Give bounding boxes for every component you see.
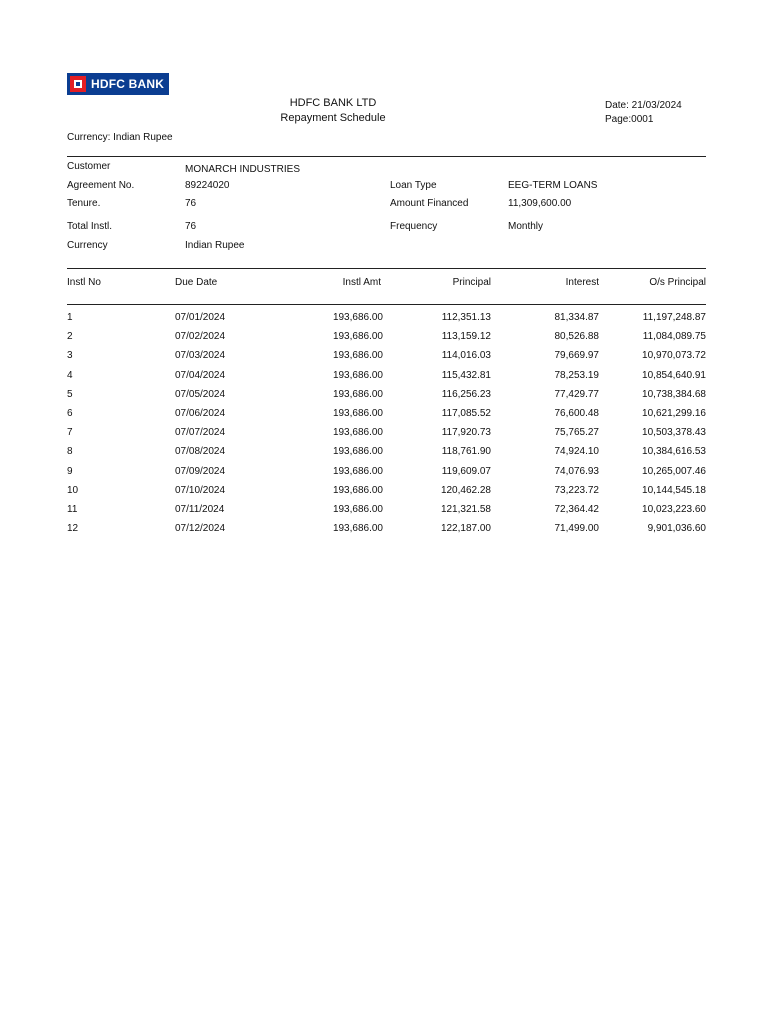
total-instl-value: 76 bbox=[185, 221, 197, 232]
interest-cell: 71,499.00 bbox=[554, 523, 599, 535]
table-row bbox=[67, 446, 707, 465]
interest-cell: 76,600.48 bbox=[554, 408, 599, 419]
principal-cell: 113,159.12 bbox=[441, 331, 491, 343]
os-principal-cell: 9,901,036.60 bbox=[647, 523, 706, 535]
interest-cell: 78,253.19 bbox=[554, 369, 599, 381]
os-principal-cell: 10,265,007.46 bbox=[642, 465, 706, 477]
instl-no-cell: 12 bbox=[67, 523, 79, 535]
interest-cell: 72,364.42 bbox=[554, 504, 599, 515]
col-principal: Principal bbox=[452, 277, 491, 288]
instl-no-cell: 4 bbox=[67, 369, 73, 381]
instl-amt-cell: 193,686.00 bbox=[332, 465, 383, 477]
instl-no-cell: 9 bbox=[67, 465, 73, 477]
table-row bbox=[67, 466, 707, 485]
os-principal-cell: 10,854,640.91 bbox=[642, 369, 706, 381]
tenure-value: 76 bbox=[185, 198, 197, 209]
table-row bbox=[67, 350, 707, 369]
table-row bbox=[67, 389, 707, 408]
instl-amt-cell: 193,686.00 bbox=[332, 331, 383, 343]
instl-no-cell: 1 bbox=[67, 312, 73, 323]
currency-header: Currency: Indian Rupee bbox=[67, 132, 173, 143]
interest-cell: 77,429.77 bbox=[554, 388, 599, 400]
os-principal-cell: 11,197,248.87 bbox=[642, 312, 706, 323]
os-principal-cell: 10,384,616.53 bbox=[642, 446, 706, 458]
instl-no-cell: 8 bbox=[67, 446, 73, 458]
table-row bbox=[67, 312, 707, 331]
os-principal-cell: 10,738,384.68 bbox=[642, 388, 706, 400]
principal-cell: 119,609.07 bbox=[441, 465, 491, 477]
instl-amt-cell: 193,686.00 bbox=[332, 427, 383, 439]
interest-cell: 74,924.10 bbox=[554, 446, 599, 458]
currency-label: Currency bbox=[67, 240, 108, 251]
currency-value: Indian Rupee bbox=[185, 240, 245, 251]
total-instl-label: Total Instl. bbox=[67, 221, 113, 232]
instl-no-cell: 11 bbox=[67, 504, 78, 515]
col-instl-amt: Instl Amt bbox=[342, 277, 381, 288]
instl-amt-cell: 193,686.00 bbox=[332, 388, 383, 400]
os-principal-cell: 10,621,299.16 bbox=[642, 408, 706, 419]
table-row bbox=[67, 408, 707, 427]
due-date-cell: 07/10/2024 bbox=[175, 484, 226, 496]
os-principal-cell: 10,970,073.72 bbox=[642, 350, 706, 362]
instl-amt-cell: 193,686.00 bbox=[332, 408, 383, 419]
instl-no-cell: 6 bbox=[67, 408, 73, 419]
instl-amt-cell: 193,686.00 bbox=[332, 350, 383, 362]
tenure-label: Tenure. bbox=[67, 198, 101, 209]
instl-amt-cell: 193,686.00 bbox=[332, 446, 383, 458]
principal-cell: 117,085.52 bbox=[441, 408, 491, 419]
instl-amt-cell: 193,686.00 bbox=[332, 523, 383, 535]
principal-cell: 112,351.13 bbox=[441, 312, 491, 323]
principal-cell: 121,321.58 bbox=[440, 504, 491, 515]
interest-cell: 73,223.72 bbox=[554, 484, 599, 496]
os-principal-cell: 10,144,545.18 bbox=[642, 484, 706, 496]
divider-table-top bbox=[67, 268, 706, 269]
logo-text: HDFC BANK bbox=[91, 77, 165, 91]
interest-cell: 75,765.27 bbox=[554, 427, 599, 439]
os-principal-cell: 11,084,089.75 bbox=[642, 331, 706, 343]
col-instl-no: Instl No bbox=[67, 277, 101, 288]
col-interest: Interest bbox=[565, 277, 599, 288]
agreement-value: 89224020 bbox=[185, 180, 230, 191]
interest-cell: 74,076.93 bbox=[554, 465, 599, 477]
hdfc-bank-logo bbox=[67, 73, 169, 95]
due-date-cell: 07/02/2024 bbox=[175, 331, 226, 343]
due-date-cell: 07/01/2024 bbox=[175, 312, 226, 323]
instl-no-cell: 10 bbox=[67, 484, 79, 496]
table-header bbox=[67, 277, 707, 296]
col-due-date: Due Date bbox=[175, 277, 218, 288]
document-title: Repayment Schedule bbox=[280, 112, 386, 124]
interest-cell: 79,669.97 bbox=[554, 350, 599, 362]
divider-top bbox=[67, 156, 706, 157]
instl-no-cell: 2 bbox=[67, 331, 73, 343]
instl-no-cell: 7 bbox=[67, 427, 73, 439]
agreement-label: Agreement No. bbox=[67, 180, 135, 191]
instl-amt-cell: 193,686.00 bbox=[332, 484, 383, 496]
due-date-cell: 07/06/2024 bbox=[175, 408, 226, 419]
instl-amt-cell: 193,686.00 bbox=[332, 369, 383, 381]
principal-cell: 117,920.73 bbox=[441, 427, 491, 439]
interest-cell: 80,526.88 bbox=[554, 331, 599, 343]
table-row bbox=[67, 331, 707, 350]
table-row bbox=[67, 370, 707, 389]
customer-label: Customer bbox=[67, 161, 111, 172]
frequency-value: Monthly bbox=[508, 221, 544, 232]
due-date-cell: 07/11/2024 bbox=[175, 504, 225, 515]
due-date-cell: 07/04/2024 bbox=[175, 369, 226, 381]
principal-cell: 120,462.28 bbox=[440, 484, 491, 496]
amount-financed-label: Amount Financed bbox=[390, 198, 469, 209]
customer-value: MONARCH INDUSTRIES bbox=[185, 164, 301, 175]
interest-cell: 81,334.87 bbox=[554, 312, 599, 323]
loan-type-label: Loan Type bbox=[390, 180, 437, 191]
table-row bbox=[67, 523, 707, 542]
os-principal-cell: 10,023,223.60 bbox=[642, 504, 706, 515]
table-row bbox=[67, 504, 707, 523]
table-row bbox=[67, 485, 707, 504]
instl-amt-cell: 193,686.00 bbox=[332, 504, 383, 515]
loan-type-value: EEG-TERM LOANS bbox=[508, 180, 598, 191]
due-date-cell: 07/05/2024 bbox=[175, 388, 226, 400]
due-date-cell: 07/03/2024 bbox=[175, 350, 226, 362]
principal-cell: 122,187.00 bbox=[440, 523, 491, 535]
due-date-cell: 07/08/2024 bbox=[175, 446, 226, 458]
due-date-cell: 07/09/2024 bbox=[175, 465, 226, 477]
instl-amt-cell: 193,686.00 bbox=[332, 312, 383, 323]
principal-cell: 115,432.81 bbox=[441, 369, 491, 381]
col-os-principal: O/s Principal bbox=[649, 277, 706, 288]
instl-no-cell: 3 bbox=[67, 350, 73, 362]
amount-financed-value: 11,309,600.00 bbox=[508, 198, 572, 209]
principal-cell: 118,761.90 bbox=[441, 446, 491, 458]
frequency-label: Frequency bbox=[390, 221, 438, 232]
principal-cell: 114,016.03 bbox=[441, 350, 491, 362]
page-number: Page:0001 bbox=[605, 114, 654, 125]
os-principal-cell: 10,503,378.43 bbox=[642, 427, 706, 439]
divider-table-header bbox=[67, 304, 706, 305]
principal-cell: 116,256.23 bbox=[441, 388, 491, 400]
due-date-cell: 07/12/2024 bbox=[175, 523, 226, 535]
hdfc-logo-icon bbox=[70, 76, 86, 92]
table-row bbox=[67, 427, 707, 446]
report-date: Date: 21/03/2024 bbox=[605, 100, 682, 111]
due-date-cell: 07/07/2024 bbox=[175, 427, 226, 439]
instl-no-cell: 5 bbox=[67, 388, 73, 400]
bank-name: HDFC BANK LTD bbox=[289, 97, 377, 109]
